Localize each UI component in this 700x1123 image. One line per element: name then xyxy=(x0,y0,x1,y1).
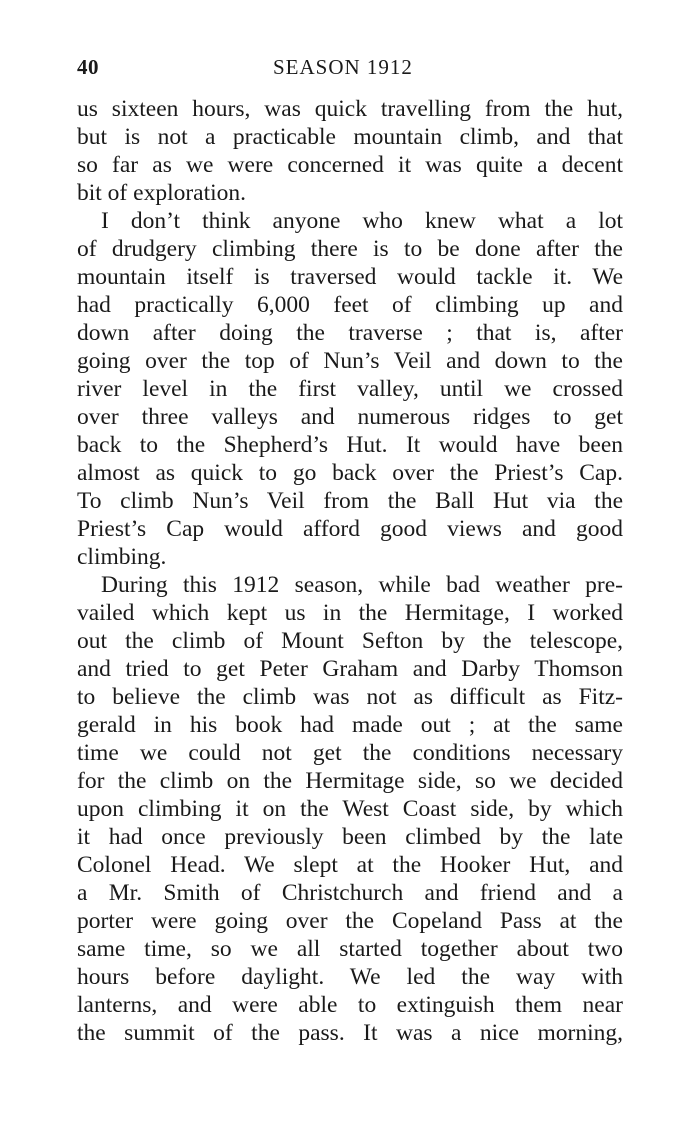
text-line: of drudgery climbing there is to be done after the xyxy=(77,236,623,262)
text-line: so far as we were concerned it was quite a decent xyxy=(77,152,623,178)
text-line: I don’t think anyone who knew what a lot xyxy=(101,208,623,234)
text-line: bit of exploration. xyxy=(77,180,247,206)
text-line: the summit of the pass. It was a nice morning, xyxy=(77,1020,623,1046)
text-line: vailed which kept us in the Hermitage, I worked xyxy=(77,600,623,626)
text-line: had practically 6,000 feet of climbing up and xyxy=(77,292,623,318)
text-line: time we could not get the conditions necessary xyxy=(77,740,623,766)
text-line: over three valleys and numerous ridges to get xyxy=(77,404,623,430)
text-line: back to the Shepherd’s Hut. It would have been xyxy=(77,432,623,458)
body-text xyxy=(77,95,623,1047)
text-line: it had once previously been climbed by the late xyxy=(77,824,623,850)
text-line: porter were going over the Copeland Pass at the xyxy=(77,908,623,934)
text-line: and tried to get Peter Graham and Darby Thomson xyxy=(77,656,623,682)
text-line: down after doing the traverse ; that is, after xyxy=(77,320,623,346)
text-line: lanterns, and were able to extinguish them near xyxy=(77,992,623,1018)
text-line: To climb Nun’s Veil from the Ball Hut via the xyxy=(77,488,623,514)
text-line: During this 1912 season, while bad weather pre- xyxy=(101,572,623,598)
text-line: Colonel Head. We slept at the Hooker Hut, and xyxy=(77,852,623,878)
text-line: out the climb of Mount Sefton by the telescope, xyxy=(77,628,623,654)
text-line: to believe the climb was not as difficult as Fitz- xyxy=(77,684,623,710)
text-line: a Mr. Smith of Christchurch and friend and a xyxy=(77,880,623,906)
text-line: same time, so we all started together about two xyxy=(77,936,623,962)
text-line: climbing. xyxy=(77,544,167,570)
text-line: mountain itself is traversed would tackle it. We xyxy=(77,264,623,290)
text-line: going over the top of Nun’s Veil and down to the xyxy=(77,348,623,374)
text-line: us sixteen hours, was quick travelling from the hut, xyxy=(77,96,623,122)
text-line: but is not a practicable mountain climb, and that xyxy=(77,124,623,150)
text-line: almost as quick to go back over the Priest’s Cap. xyxy=(77,460,623,486)
text-line: gerald in his book had made out ; at the same xyxy=(77,712,623,738)
text-line: hours before daylight. We led the way with xyxy=(77,964,623,990)
text-line: upon climbing it on the West Coast side, by which xyxy=(77,796,623,822)
page-header xyxy=(77,55,623,83)
running-head: SEASON 1912 xyxy=(273,55,413,79)
text-line: for the climb on the Hermitage side, so we decided xyxy=(77,768,623,794)
text-line: Priest’s Cap would afford good views and good xyxy=(77,516,623,542)
page-number: 40 xyxy=(77,55,99,79)
text-line: river level in the first valley, until we crossed xyxy=(77,376,623,402)
